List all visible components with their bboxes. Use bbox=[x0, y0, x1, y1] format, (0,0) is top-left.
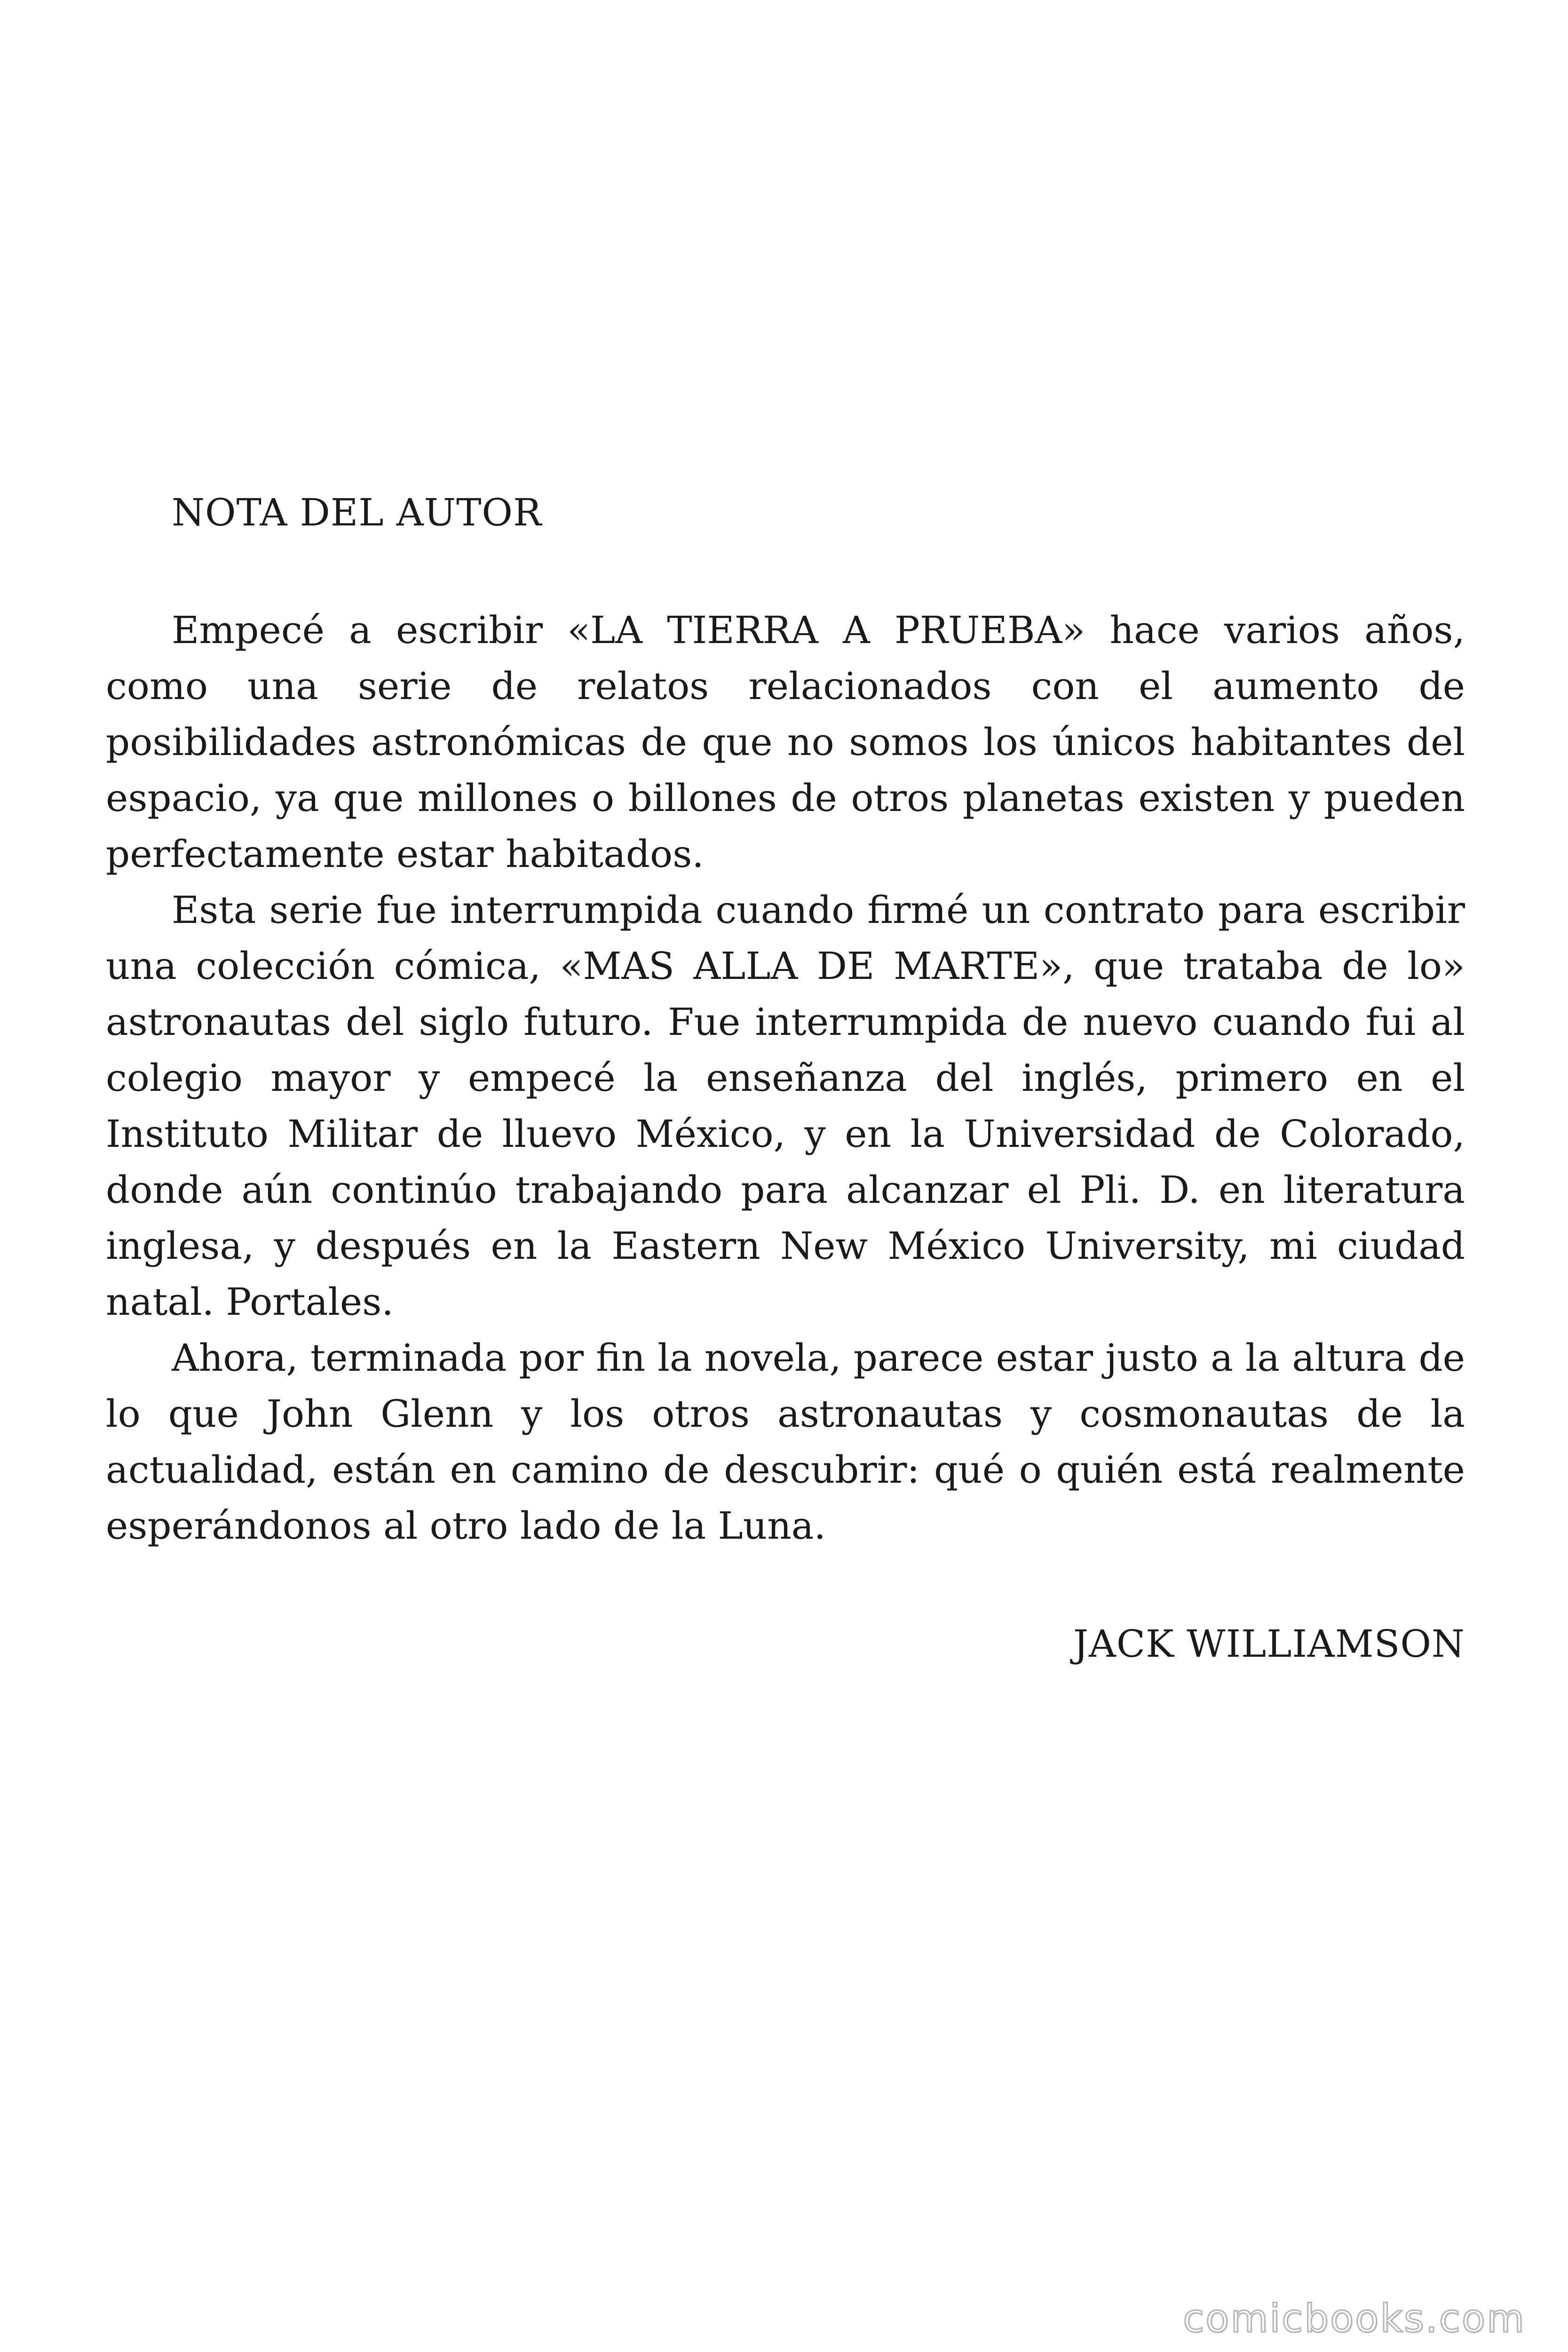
author-signature: JACK WILLIAMSON bbox=[1073, 1622, 1465, 1666]
paragraph-1: Empecé a escribir «LA TIERRA A PRUEBA» hace varios años, como una serie de relatos relacionados con el aumento de posibilidades astronómicas de que no somos los únicos habitantes del espacio, ya que millones o billones de otros planetas existen y pueden perfectamente estar habitados. bbox=[106, 608, 1465, 876]
body-text bbox=[106, 602, 1465, 1554]
page-title: NOTA DEL AUTOR bbox=[172, 491, 542, 534]
paragraph-3: Ahora, terminada por fin la novela, parece estar justo a la altura de lo que John Glenn y los otros astronautas y cosmonautas de la actualidad, están en camino de descubrir: qué o quién está realmente esperándonos al otro lado de la Luna. bbox=[106, 1336, 1465, 1548]
paragraph-2: Esta serie fue interrumpida cuando firmé un contrato para escribir una colección cómica, «MAS ALLA DE MARTE», que trataba de lo» astronautas del siglo futuro. Fue interrumpida de nuevo cuando fui al colegio mayor y empecé la enseñanza del inglés, primero en el Instituto Militar de lluevo México, y en la Universidad de Colorado, donde aún continúo trabajando para alcanzar el Pli. D. en literatura inglesa, y después en la Eastern New México University, mi ciudad natal. Portales. bbox=[106, 888, 1465, 1324]
watermark: comicbooks.com bbox=[1183, 2296, 1526, 2341]
